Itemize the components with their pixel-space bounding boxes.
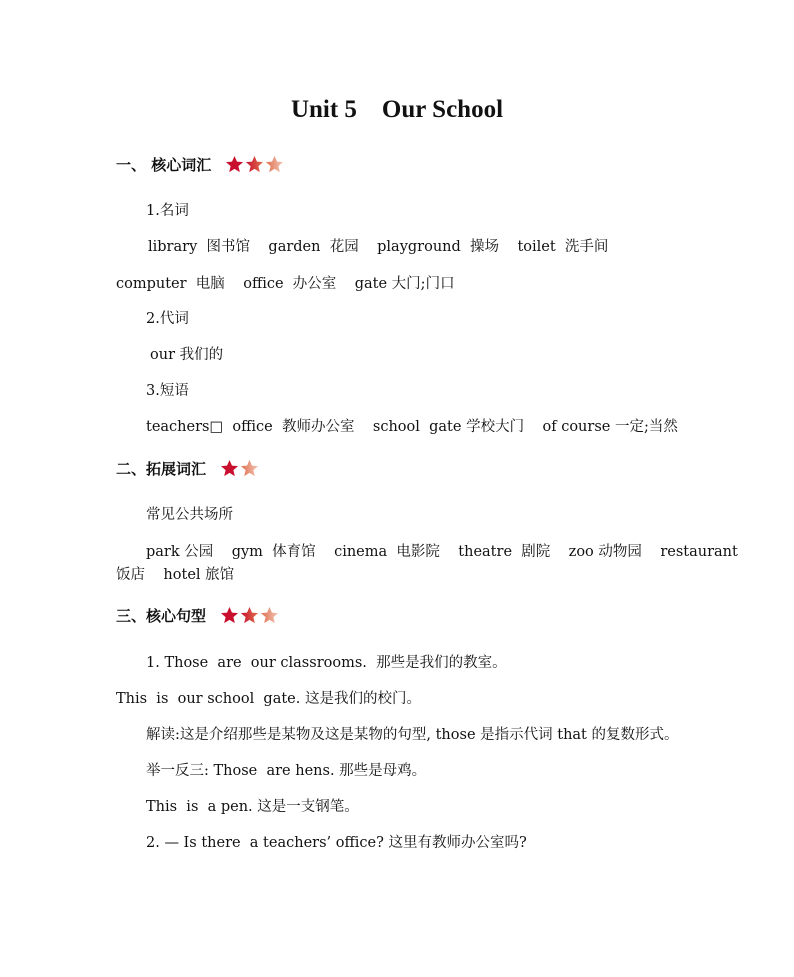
subheading-public-places: 常见公共场所 bbox=[146, 507, 233, 523]
section-heading-core-sentences bbox=[116, 603, 279, 627]
vocab-line: computer 电脑 office 办公室 gate 大门;门口 bbox=[116, 276, 455, 292]
star-rating bbox=[220, 606, 279, 625]
sentence-line: 1. Those are our classrooms. 那些是我们的教室。 bbox=[146, 655, 507, 671]
vocab-line: park 公园 gym 体育馆 cinema 电影院 theatre 剧院 zoo 动物园 restaurant bbox=[146, 544, 738, 560]
section-heading-extended-vocab bbox=[116, 456, 259, 480]
star-full-icon bbox=[220, 606, 239, 625]
section-heading-core-vocab bbox=[116, 152, 284, 176]
subheading-pronouns: 2.代词 bbox=[146, 311, 189, 327]
page-title: Unit 5 Our School bbox=[290, 96, 504, 123]
star-half-icon bbox=[240, 459, 259, 478]
star-rating bbox=[225, 155, 284, 174]
explanation-line: 解读:这是介绍那些是某物及这是某物的句型, those 是指示代词 that 的复数形式。 bbox=[146, 727, 679, 743]
subheading-phrases: 3.短语 bbox=[146, 383, 189, 399]
vocab-line: 饭店 hotel 旅馆 bbox=[116, 567, 235, 583]
section-label: 二、拓展词汇 bbox=[116, 459, 207, 478]
star-full-icon bbox=[245, 155, 264, 174]
star-half-icon bbox=[260, 606, 279, 625]
vocab-line: our 我们的 bbox=[150, 347, 224, 363]
star-full-icon bbox=[220, 459, 239, 478]
star-rating bbox=[220, 459, 259, 478]
section-label: 三、核心句型 bbox=[116, 606, 207, 625]
star-full-icon bbox=[225, 155, 244, 174]
example-line: This is a pen. 这是一支钢笔。 bbox=[146, 799, 359, 815]
section-label: 一、 核心词汇 bbox=[116, 155, 212, 174]
subheading-nouns: 1.名词 bbox=[146, 203, 189, 219]
star-full-icon bbox=[240, 606, 259, 625]
example-line: 举一反三: Those are hens. 那些是母鸡。 bbox=[146, 763, 427, 779]
vocab-line: teachers□ office 教师办公室 school gate 学校大门 of course 一定;当然 bbox=[146, 419, 678, 435]
vocab-line: library 图书馆 garden 花园 playground 操场 toilet 洗手间 bbox=[148, 239, 609, 255]
sentence-line: This is our school gate. 这是我们的校门。 bbox=[116, 691, 421, 707]
sentence-line: 2. — Is there a teachers’ office? 这里有教师办公室吗? bbox=[146, 835, 527, 851]
star-half-icon bbox=[265, 155, 284, 174]
